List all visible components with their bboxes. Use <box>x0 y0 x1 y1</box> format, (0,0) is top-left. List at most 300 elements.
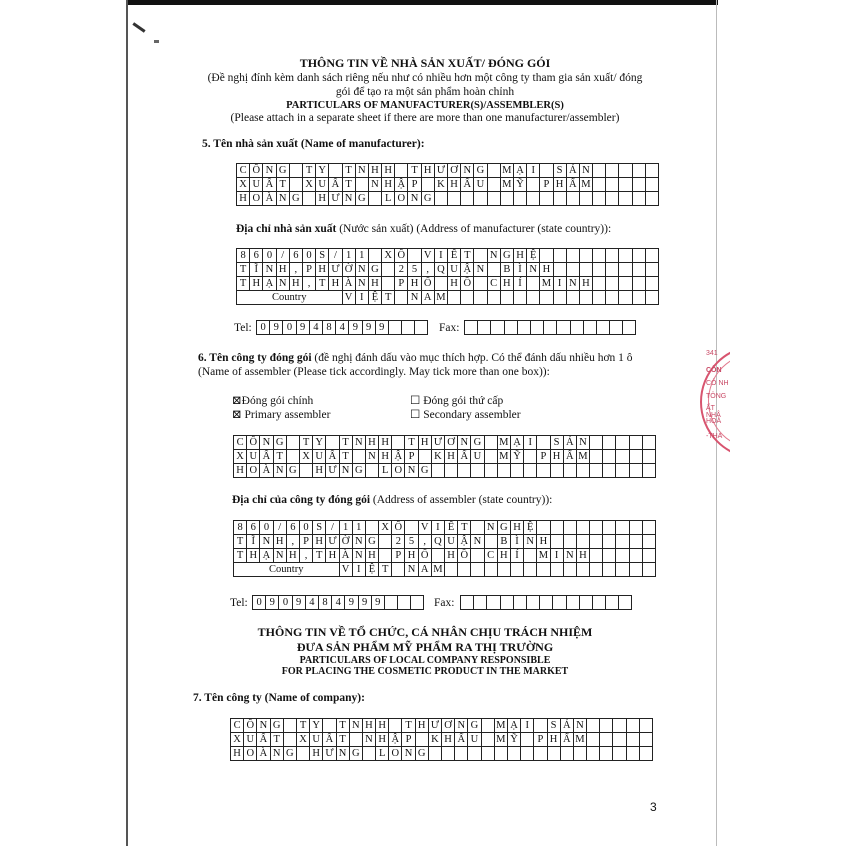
grid-cell <box>645 164 658 178</box>
phone-digit-cell[interactable]: 4 <box>305 596 318 610</box>
grid-cell <box>481 719 494 733</box>
phone-digit-cell[interactable]: 0 <box>257 321 270 335</box>
phone-digit-cell[interactable] <box>415 321 428 335</box>
grid-cell: Q <box>434 263 447 277</box>
grid-cell: N <box>576 436 589 450</box>
grid-cell <box>445 464 458 478</box>
grid-cell: T <box>342 178 355 192</box>
grid-cell: H <box>237 192 250 206</box>
grid-cell: N <box>527 263 540 277</box>
grid-cell <box>448 291 461 305</box>
phone-digit-cell[interactable]: 8 <box>322 321 335 335</box>
phone-digit-cell[interactable]: 0 <box>279 596 292 610</box>
grid-cell: Ạ <box>260 549 273 563</box>
grid-cell <box>500 291 513 305</box>
grid-cell: 8 <box>234 521 247 535</box>
grid-cell <box>593 263 606 277</box>
grid-cell: G <box>421 192 434 206</box>
grid-cell <box>632 291 645 305</box>
q6-name-grid <box>233 435 656 478</box>
grid-cell: H <box>365 436 378 450</box>
grid-cell: N <box>263 164 276 178</box>
phone-digit-cell[interactable] <box>619 596 632 610</box>
grid-cell: Ạ <box>510 436 523 450</box>
grid-cell: H <box>421 164 434 178</box>
grid-cell: 5 <box>408 263 421 277</box>
grid-cell: N <box>408 291 421 305</box>
grid-cell: H <box>547 733 560 747</box>
grid-cell <box>590 450 603 464</box>
checkbox-empty-icon[interactable]: ☐ <box>410 409 421 421</box>
grid-cell: U <box>244 733 257 747</box>
grid-cell: Ẩ <box>461 178 474 192</box>
grid-cell: I <box>431 521 444 535</box>
grid-cell: U <box>468 733 481 747</box>
country-row <box>237 291 659 305</box>
grid-cell: T <box>237 277 250 291</box>
grid-cell: X <box>382 249 395 263</box>
grid-cell <box>547 747 560 761</box>
grid-cell: Ĩ <box>247 535 260 549</box>
grid-cell: H <box>445 450 458 464</box>
grid-cell: O <box>395 192 408 206</box>
grid-cell: Y <box>310 719 323 733</box>
grid-cell <box>642 521 655 535</box>
phone-digit-cell[interactable] <box>610 321 623 335</box>
grid-cell: Ư <box>326 464 339 478</box>
grid-cell: S <box>316 249 329 263</box>
grid-cell <box>603 535 616 549</box>
grid-cell: Ố <box>418 549 431 563</box>
grid-cell: P <box>408 178 421 192</box>
grid-cell <box>389 719 402 733</box>
grid-cell <box>527 291 540 305</box>
grid-cell <box>550 464 563 478</box>
grid-cell: U <box>247 450 260 464</box>
grid-cell: M <box>496 734 506 745</box>
phone-digit-cell[interactable] <box>384 596 397 610</box>
grid-cell <box>593 291 606 305</box>
grid-cell <box>484 464 497 478</box>
grid-cell <box>642 535 655 549</box>
phone-digit-cell[interactable] <box>474 596 487 610</box>
phone-digit-cell[interactable] <box>388 321 401 335</box>
grid-cell <box>645 249 658 263</box>
grid-cell: H <box>379 436 392 450</box>
grid-cell: H <box>405 549 418 563</box>
q6-opt2-vi: Đóng gói thứ cấp <box>423 395 504 407</box>
grid-cell: Ô <box>395 249 408 263</box>
phone-digit-cell[interactable]: 9 <box>345 596 358 610</box>
grid-cell <box>632 178 645 192</box>
grid-cell: M <box>581 179 591 190</box>
grid-cell <box>537 464 550 478</box>
grid-cell <box>408 249 421 263</box>
grid-cell: Ơ <box>448 164 461 178</box>
grid-cell <box>576 563 589 577</box>
grid-cell: C <box>234 436 247 450</box>
q5-address-grid <box>236 248 659 305</box>
scan-mark <box>132 22 145 32</box>
grid-cell: / <box>329 249 342 263</box>
phone-digit-cell[interactable]: 9 <box>270 321 283 335</box>
grid-cell: T <box>299 436 312 450</box>
phone-digit-cell[interactable] <box>570 321 583 335</box>
grid-cell <box>629 450 642 464</box>
grid-cell <box>593 249 606 263</box>
grid-cell: Ỹ <box>510 450 523 464</box>
grid-cell: 6 <box>247 521 260 535</box>
grid-cell: H <box>379 450 392 464</box>
grid-cell: Ệ <box>524 521 537 535</box>
grid-cell: H <box>362 719 375 733</box>
grid-cell <box>619 178 632 192</box>
phone-digit-cell[interactable] <box>398 596 411 610</box>
grid-cell <box>606 291 619 305</box>
grid-cell <box>455 747 468 761</box>
phone-digit-cell[interactable] <box>530 321 543 335</box>
grid-cell: H <box>448 277 461 291</box>
phone-digit-cell[interactable] <box>402 321 415 335</box>
stamp-text: HOÀ <box>706 418 722 425</box>
grid-cell <box>616 436 629 450</box>
grid-cell <box>613 733 626 747</box>
checkbox-empty-icon[interactable]: ☐ <box>410 395 421 407</box>
grid-cell: M <box>578 451 588 462</box>
grid-cell: N <box>276 277 289 291</box>
q5-label: 5. Tên nhà sản xuất (Name of manufacturer): <box>202 138 425 150</box>
phone-digit-cell[interactable]: 0 <box>253 596 266 610</box>
grid-cell <box>484 436 497 450</box>
grid-cell <box>593 277 606 291</box>
grid-cell <box>471 464 484 478</box>
phone-digit-cell[interactable] <box>540 596 553 610</box>
grid-row <box>234 464 656 478</box>
grid-cell: N <box>336 747 349 761</box>
grid-cell <box>537 563 550 577</box>
grid-cell: V <box>339 563 352 577</box>
grid-cell <box>484 450 497 464</box>
grid-cell: U <box>313 450 326 464</box>
stamp-text: ẤT NHẬ <box>706 405 721 419</box>
grid-cell: Ẩ <box>455 733 468 747</box>
grid-cell <box>632 277 645 291</box>
grid-cell <box>606 249 619 263</box>
grid-row <box>231 733 653 747</box>
grid-cell <box>537 521 550 535</box>
grid-cell: T <box>273 450 286 464</box>
grid-cell: S <box>313 521 326 535</box>
grid-cell: V <box>418 521 431 535</box>
grid-cell: , <box>286 535 299 549</box>
grid-cell: G <box>349 747 362 761</box>
grid-cell: Ồ <box>458 549 471 563</box>
grid-cell <box>566 291 579 305</box>
phone-digit-cell[interactable] <box>566 596 579 610</box>
grid-cell: À <box>342 277 355 291</box>
grid-cell <box>540 192 553 206</box>
grid-cell: Ô <box>250 164 263 178</box>
page-left-edge <box>126 0 128 846</box>
grid-cell <box>524 563 537 577</box>
grid-cell: 2 <box>395 263 408 277</box>
grid-cell: Ậ <box>461 263 474 277</box>
grid-cell: 2 <box>392 535 405 549</box>
grid-cell <box>448 192 461 206</box>
phone-digit-cell[interactable] <box>461 596 474 610</box>
grid-cell: M <box>499 451 509 462</box>
grid-row <box>237 249 659 263</box>
grid-cell <box>458 563 471 577</box>
grid-cell: N <box>402 747 415 761</box>
grid-row <box>237 178 659 192</box>
grid-cell: H <box>313 535 326 549</box>
q6-secondary-vi <box>410 393 503 407</box>
grid-cell <box>639 733 652 747</box>
grid-cell: N <box>566 277 579 291</box>
grid-cell: P <box>402 733 415 747</box>
grid-cell <box>603 521 616 535</box>
phone-digit-cell[interactable]: 9 <box>371 596 384 610</box>
grid-cell: Ư <box>434 164 447 178</box>
checkbox-checked-icon[interactable]: ⊠ <box>232 395 242 407</box>
grid-cell: X <box>237 178 250 192</box>
phone-digit-cell[interactable] <box>553 596 566 610</box>
grid-cell: 5 <box>405 535 418 549</box>
phone-digit-cell[interactable]: 9 <box>266 596 279 610</box>
phone-digit-cell[interactable] <box>513 596 526 610</box>
grid-cell: T <box>237 263 250 277</box>
grid-cell: G <box>471 436 484 450</box>
phone-digit-cell[interactable] <box>478 321 491 335</box>
grid-cell <box>629 521 642 535</box>
grid-cell <box>619 249 632 263</box>
phone-digit-cell[interactable] <box>491 321 504 335</box>
grid-cell: / <box>276 249 289 263</box>
phone-digit-cell[interactable]: 9 <box>296 321 309 335</box>
grid-cell: H <box>247 549 260 563</box>
grid-cell: I <box>524 436 537 450</box>
grid-cell <box>579 192 592 206</box>
grid-cell: , <box>302 277 315 291</box>
phone-digit-cell[interactable]: 0 <box>283 321 296 335</box>
grid-cell <box>494 747 507 761</box>
grid-cell: H <box>448 178 461 192</box>
grid-cell: G <box>415 747 428 761</box>
grid-cell <box>603 450 616 464</box>
grid-cell: P <box>302 263 315 277</box>
checkbox-checked-icon[interactable]: ⊠ <box>232 409 242 421</box>
grid-cell: Ẩ <box>566 178 579 192</box>
grid-cell: Ô <box>392 521 405 535</box>
grid-cell: H <box>231 747 244 761</box>
grid-cell: N <box>263 263 276 277</box>
phone-digit-cell[interactable] <box>411 596 424 610</box>
grid-cell <box>639 747 652 761</box>
phone-digit-cell[interactable]: 9 <box>375 321 388 335</box>
phone-digit-cell[interactable] <box>517 321 530 335</box>
grid-cell: G <box>283 747 296 761</box>
grid-cell <box>540 249 553 263</box>
grid-cell: I <box>553 277 566 291</box>
grid-cell <box>553 291 566 305</box>
phone-digit-cell[interactable] <box>544 321 557 335</box>
grid-cell <box>524 549 537 563</box>
grid-cell: L <box>379 464 392 478</box>
grid-cell <box>500 192 513 206</box>
grid-cell <box>629 535 642 549</box>
grid-cell: T <box>339 450 352 464</box>
grid-cell <box>286 450 299 464</box>
grid-cell: Ư <box>323 747 336 761</box>
phone-digit-cell[interactable] <box>583 321 596 335</box>
phone-digit-cell[interactable] <box>504 321 517 335</box>
grid-cell: À <box>260 464 273 478</box>
grid-cell: T <box>234 549 247 563</box>
phone-digit-cell[interactable] <box>579 596 592 610</box>
grid-cell: N <box>257 719 270 733</box>
grid-cell <box>590 436 603 450</box>
grid-cell: O <box>244 747 257 761</box>
phone-digit-cell[interactable] <box>592 596 605 610</box>
grid-cell <box>487 192 500 206</box>
grid-cell: I <box>550 549 563 563</box>
grid-cell: T <box>379 563 392 577</box>
grid-cell: H <box>286 549 299 563</box>
grid-cell: M <box>433 564 443 575</box>
phone-digit-cell[interactable]: 9 <box>362 321 375 335</box>
phone-digit-cell[interactable]: 4 <box>332 596 345 610</box>
grid-cell <box>534 719 547 733</box>
phone-digit-cell[interactable] <box>596 321 609 335</box>
grid-cell: 0 <box>260 521 273 535</box>
grid-cell <box>629 549 642 563</box>
grid-cell <box>431 549 444 563</box>
grid-cell: I <box>352 563 365 577</box>
phone-digit-cell[interactable]: 9 <box>292 596 305 610</box>
grid-cell: L <box>376 747 389 761</box>
grid-cell <box>395 164 408 178</box>
grid-cell: C <box>237 164 250 178</box>
grid-cell: T <box>234 535 247 549</box>
grid-cell <box>521 733 534 747</box>
country-row <box>234 563 656 577</box>
grid-cell: G <box>500 249 513 263</box>
grid-cell: 8 <box>237 249 250 263</box>
grid-cell <box>428 747 441 761</box>
section-b-title-en-2: FOR PLACING THE COSMETIC PRODUCT IN THE MARKET <box>281 666 569 677</box>
grid-cell <box>590 464 603 478</box>
grid-cell: Ỹ <box>513 178 526 192</box>
grid-cell <box>415 733 428 747</box>
q5-fax-label: Fax: <box>439 322 460 334</box>
grid-cell <box>645 263 658 277</box>
q6-primary-vi <box>232 393 313 407</box>
grid-cell: Y <box>316 164 329 178</box>
grid-cell: Ả <box>560 719 573 733</box>
phone-digit-cell[interactable]: 4 <box>336 321 349 335</box>
grid-cell: N <box>573 719 586 733</box>
grid-cell <box>323 719 336 733</box>
grid-cell <box>632 164 645 178</box>
grid-cell: H <box>510 521 523 535</box>
grid-cell: T <box>458 521 471 535</box>
grid-cell <box>606 164 619 178</box>
grid-cell: Ư <box>326 535 339 549</box>
grid-cell <box>471 549 484 563</box>
phone-digit-cell[interactable]: 9 <box>358 596 371 610</box>
phone-digit-cell[interactable] <box>487 596 500 610</box>
grid-cell: Ấ <box>323 733 336 747</box>
phone-digit-cell[interactable] <box>465 321 478 335</box>
q7-label: 7. Tên công ty (Name of company): <box>193 692 365 704</box>
grid-cell: K <box>428 733 441 747</box>
grid-cell: H <box>289 277 302 291</box>
grid-cell: M <box>575 734 585 745</box>
grid-cell <box>579 249 592 263</box>
grid-cell: N <box>273 549 286 563</box>
grid-cell: N <box>455 719 468 733</box>
grid-cell: Ế <box>445 521 458 535</box>
grid-cell: G <box>273 436 286 450</box>
phone-row <box>461 596 632 610</box>
grid-cell: H <box>513 249 526 263</box>
grid-cell: Ẩ <box>458 450 471 464</box>
grid-cell: , <box>289 263 302 277</box>
stamp-text: TÔNG <box>706 393 727 400</box>
grid-cell: L <box>382 192 395 206</box>
grid-cell <box>626 733 639 747</box>
grid-cell: T <box>408 164 421 178</box>
phone-digit-cell[interactable] <box>606 596 619 610</box>
grid-cell: H <box>497 549 510 563</box>
phone-row <box>465 321 636 335</box>
grid-cell: H <box>329 277 342 291</box>
phone-digit-cell[interactable] <box>500 596 513 610</box>
grid-row <box>234 450 656 464</box>
grid-cell: H <box>368 277 381 291</box>
grid-cell: P <box>534 733 547 747</box>
grid-cell <box>365 521 378 535</box>
grid-cell <box>289 178 302 192</box>
grid-cell: M <box>502 165 512 176</box>
grid-cell <box>513 291 526 305</box>
phone-digit-cell[interactable] <box>557 321 570 335</box>
grid-cell <box>606 263 619 277</box>
grid-cell: U <box>445 535 458 549</box>
grid-cell: Ẩ <box>563 450 576 464</box>
phone-digit-cell[interactable] <box>623 321 636 335</box>
grid-cell: Ậ <box>389 733 402 747</box>
grid-cell <box>349 733 362 747</box>
grid-cell: Ơ <box>445 436 458 450</box>
grid-cell <box>579 291 592 305</box>
phone-digit-cell[interactable]: 9 <box>349 321 362 335</box>
phone-digit-cell[interactable]: 4 <box>309 321 322 335</box>
grid-cell <box>474 249 487 263</box>
stamp-text: CÔN <box>706 367 722 374</box>
grid-cell <box>299 464 312 478</box>
grid-cell <box>484 563 497 577</box>
grid-cell: H <box>550 450 563 464</box>
grid-cell: G <box>497 521 510 535</box>
grid-cell <box>418 450 431 464</box>
grid-cell: T <box>302 164 315 178</box>
phone-digit-cell[interactable]: 8 <box>318 596 331 610</box>
grid-cell <box>632 192 645 206</box>
q6-tel-label: Tel: <box>230 597 248 609</box>
phone-digit-cell[interactable] <box>526 596 539 610</box>
